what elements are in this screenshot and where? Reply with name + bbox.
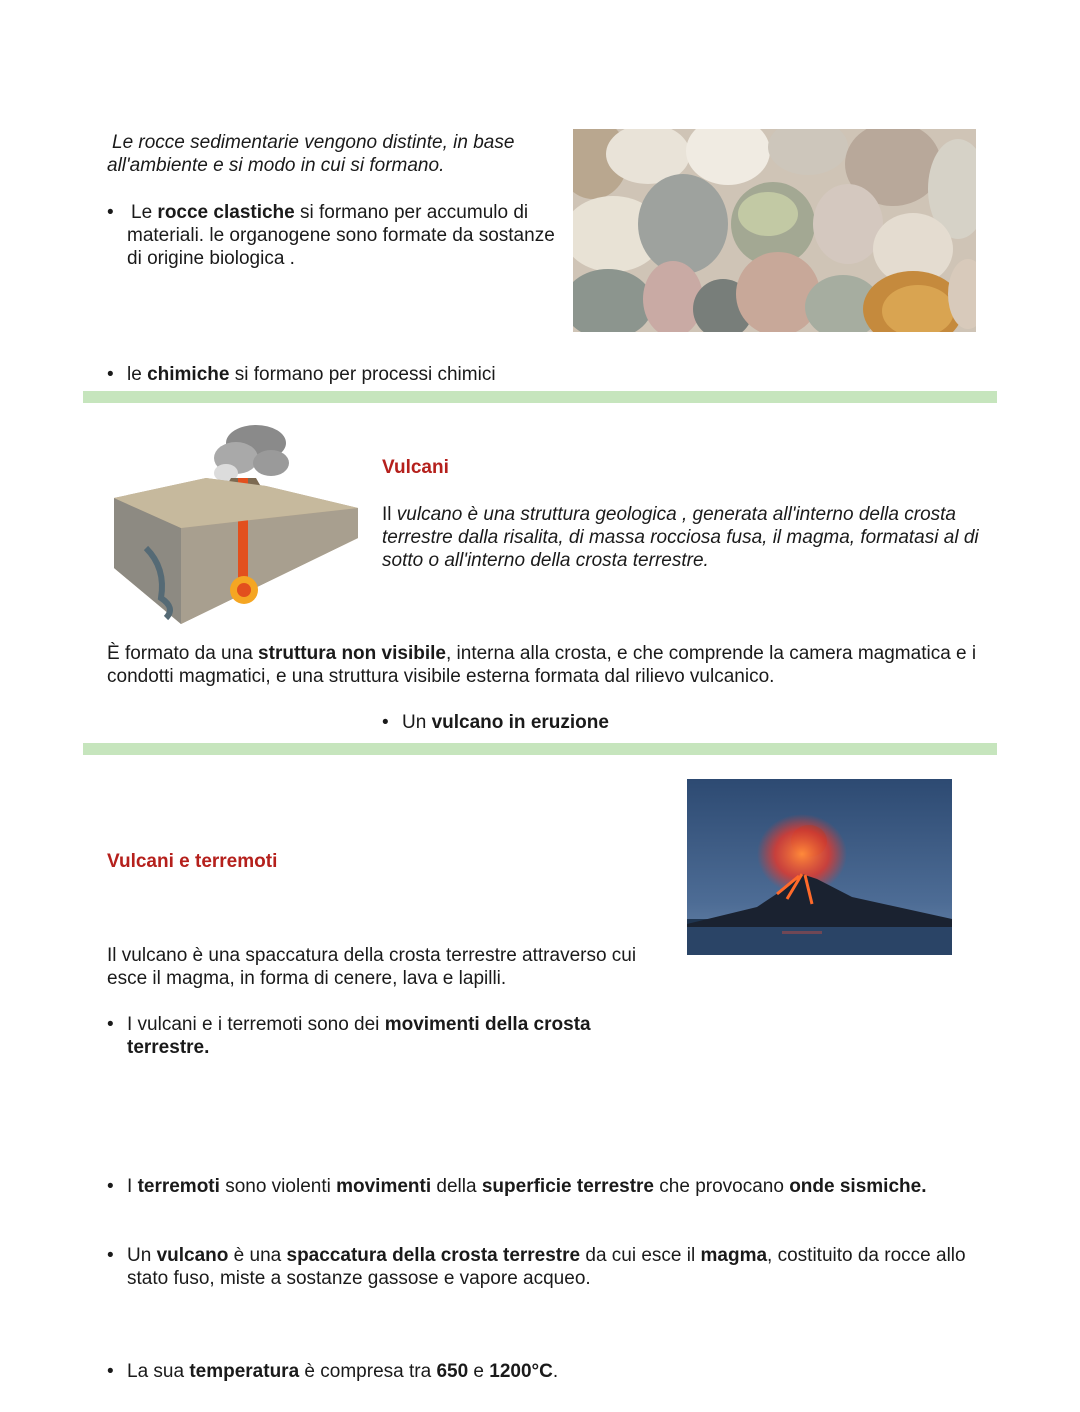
section-title-vulcani: Vulcani [382,457,449,478]
text: e [468,1361,490,1382]
text: le [127,364,148,385]
bullet-icon: • [107,364,114,385]
rocks-intro-text: Le rocce sedimentarie vengono distinte, in base all'ambiente e si modo in cui si formano. [107,132,515,176]
text: Il [382,504,397,525]
bold: temperatura [189,1361,300,1382]
list-item-terremoti [107,1175,1007,1198]
bullet-icon: • [107,1361,114,1382]
bold: spaccatura della crosta terrestre [286,1245,581,1266]
list-item-vulcano [107,1244,987,1290]
text: È formato da una [107,643,259,664]
bold: movimenti [336,1176,432,1197]
text: che provocano [654,1176,790,1197]
text: I [127,1176,138,1197]
list-item-eruzione [382,711,802,734]
section-title-vulcani-terremoti: Vulcani e terremoti [107,851,278,872]
bullet-icon: • [107,1014,114,1035]
text: Le [131,202,158,223]
bold-rocce-clastiche: rocce clastiche [157,202,295,223]
bold: 1200°C [489,1361,553,1382]
list-item-temperatura [107,1360,987,1383]
bold: superficie terrestre [481,1176,654,1197]
text: della [431,1176,482,1197]
volcano-eruption-photo [687,779,952,955]
text: Un [127,1245,157,1266]
text: sono violenti [219,1176,337,1197]
bold: 650 [436,1361,469,1382]
bold: magma [700,1245,768,1266]
bold-vulcano-in-eruzione: vulcano in eruzione [431,712,609,733]
text: da cui esce il [580,1245,701,1266]
bullet-icon: • [382,712,389,733]
text: La sua [127,1361,190,1382]
volcano-cross-section-image [106,418,362,628]
bullet-icon: • [107,1245,114,1266]
text: è compresa tra [299,1361,437,1382]
vulcani-intro [382,503,982,572]
italic-definition: vulcano è una struttura geologica , generata all'interno della crosta terrestre dalla risalita, di massa rocciosa fusa, il magma, formatasi al di sotto o all'interno della crosta terrestre. [382,504,979,571]
text: Un [402,712,432,733]
bold: vulcano [156,1245,229,1266]
list-item-clastiche [107,201,567,270]
text: . [552,1361,559,1382]
section-divider [83,391,997,403]
text: I vulcani e i terremoti sono dei [127,1014,385,1035]
rocks-intro [107,131,547,177]
bold: onde sismiche. [789,1176,927,1197]
bold-struttura-non-visibile: struttura non visibile [258,643,446,664]
text: , costituito da rocce allo stato fuso, miste a sostanze gassose e vapore acqueo. [127,1245,966,1289]
list-item-chimiche [107,363,567,386]
text: è una [228,1245,287,1266]
text: , interna alla crosta, e che comprende la camera magmatica e i condotti magmatici, e una struttura visibile esterna formata dal rilievo vulcanico. [107,643,977,687]
section-divider [83,743,997,755]
bold-chimiche: chimiche [147,364,230,385]
bullet-icon: • [107,202,114,223]
bold: terremoti [137,1176,220,1197]
bold-movimenti-crosta: movimenti della crosta terrestre. [127,1014,591,1058]
list-item-movimenti-crosta [107,1013,667,1059]
bullet-icon: • [107,1176,114,1197]
pebbles-image [573,129,976,332]
text: si formano per accumulo di materiali. le organogene sono formate da sostanze di origine biologica . [127,202,555,269]
eruzione-paragraph [107,642,977,688]
vulcano-paragraph: Il vulcano è una spaccatura della crosta terrestre attraverso cui esce il magma, in forma di cenere, lava e lapilli. [107,945,637,989]
text: si formano per processi chimici [229,364,496,385]
